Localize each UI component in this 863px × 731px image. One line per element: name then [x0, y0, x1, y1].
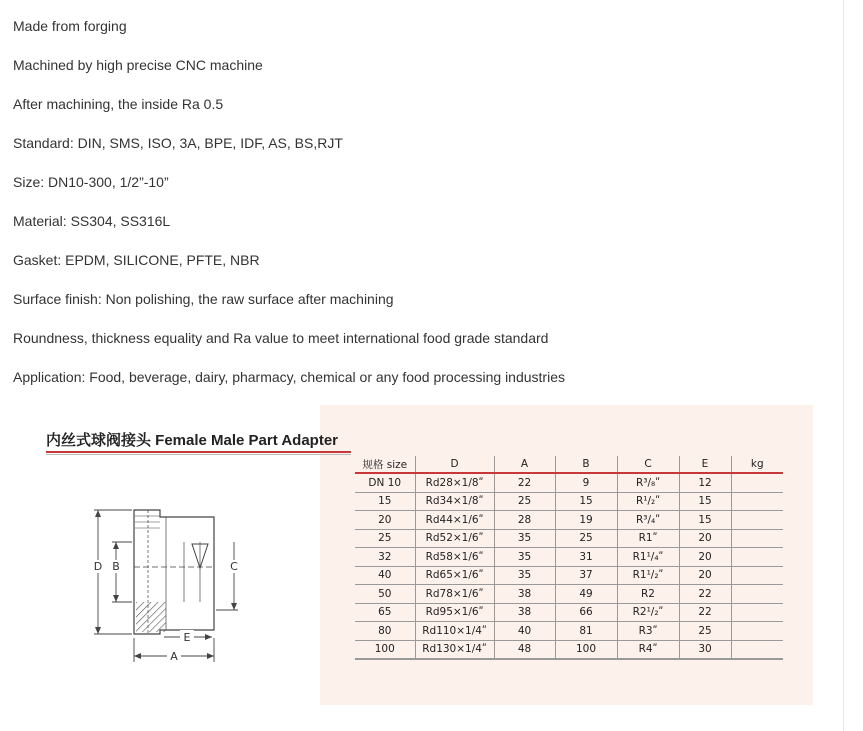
table-cell: R3ʺ [617, 622, 679, 641]
table-row [355, 640, 783, 659]
table-cell: 25 [555, 529, 617, 548]
table-cell: 50 [355, 585, 415, 604]
table-cell: 35 [494, 548, 555, 567]
table-cell: 49 [555, 585, 617, 604]
table-cell: R2¹/₂ʺ [617, 603, 679, 622]
table-cell: 19 [555, 511, 617, 530]
table-cell: 35 [494, 566, 555, 585]
table-cell: 25 [355, 529, 415, 548]
table-cell: R4ʺ [617, 640, 679, 659]
table-row [355, 585, 783, 604]
col-header: D [415, 456, 494, 473]
dim-label-c: C [230, 560, 238, 573]
table-cell: 48 [494, 640, 555, 659]
table-row [355, 529, 783, 548]
table-cell: 100 [355, 640, 415, 659]
col-header: B [555, 456, 617, 473]
spec-item: Material: SS304, SS316L [13, 213, 171, 229]
table-cell: 81 [555, 622, 617, 641]
table-cell [731, 585, 783, 604]
table-header-row [355, 456, 783, 473]
table-cell: 38 [494, 603, 555, 622]
spec-item: Surface finish: Non polishing, the raw surface after machining [13, 291, 394, 307]
table-cell: 15 [679, 511, 731, 530]
table-cell: 22 [494, 473, 555, 492]
dim-label-d: D [93, 560, 103, 573]
table-row [355, 566, 783, 585]
table-cell [731, 529, 783, 548]
title-underline-thin [46, 454, 351, 455]
table-cell [731, 492, 783, 511]
table-cell: Rd110×1/4ʺ [415, 622, 494, 641]
table-cell: 25 [679, 622, 731, 641]
table-cell: Rd44×1/6ʺ [415, 511, 494, 530]
spec-item: Made from forging [13, 18, 127, 34]
table-cell [731, 473, 783, 492]
product-spec-image [0, 405, 843, 705]
col-header: A [494, 456, 555, 473]
table-cell: Rd95×1/6ʺ [415, 603, 494, 622]
table-cell: 15 [679, 492, 731, 511]
table-cell: 35 [494, 529, 555, 548]
table-cell: 100 [555, 640, 617, 659]
product-title-block [46, 432, 338, 455]
spec-item: Gasket: EPDM, SILICONE, PFTE, NBR [13, 252, 260, 268]
table-row [355, 473, 783, 492]
table-cell: Rd34×1/8ʺ [415, 492, 494, 511]
col-header: kg [731, 456, 783, 473]
spec-item: Machined by high precise CNC machine [13, 57, 263, 73]
table-cell: 30 [679, 640, 731, 659]
dim-label-a: A [170, 650, 178, 663]
table-cell: 31 [555, 548, 617, 567]
section-hatch [136, 602, 166, 632]
spec-item: Application: Food, beverage, dairy, pharmacy, chemical or any food processing industries [13, 369, 565, 385]
table-cell: 25 [494, 492, 555, 511]
table-cell: 38 [494, 585, 555, 604]
spec-item: After machining, the inside Ra 0.5 [13, 96, 224, 112]
table-cell: 40 [494, 622, 555, 641]
table-cell: Rd78×1/6ʺ [415, 585, 494, 604]
table-cell: 20 [679, 529, 731, 548]
table-cell: 12 [679, 473, 731, 492]
table-cell [731, 511, 783, 530]
spec-item: Roundness, thickness equality and Ra value to meet international food grade standard [13, 330, 549, 346]
table-row [355, 492, 783, 511]
table-row [355, 511, 783, 530]
table-cell: 65 [355, 603, 415, 622]
table-cell: R³/₄ʺ [617, 511, 679, 530]
table-cell: 40 [355, 566, 415, 585]
table-cell: 20 [679, 566, 731, 585]
table-cell: 37 [555, 566, 617, 585]
table-cell: 15 [555, 492, 617, 511]
table-cell: DN 10 [355, 473, 415, 492]
table-cell: Rd65×1/6ʺ [415, 566, 494, 585]
table-cell: Rd28×1/8ʺ [415, 473, 494, 492]
table-row [355, 622, 783, 641]
table-cell: Rd52×1/6ʺ [415, 529, 494, 548]
table-cell: 22 [679, 603, 731, 622]
dim-label-e: E [183, 631, 191, 644]
table-cell: 15 [355, 492, 415, 511]
table-cell: 66 [555, 603, 617, 622]
table-cell: R1¹/₂ʺ [617, 566, 679, 585]
thread-marks [135, 516, 160, 528]
table-cell [731, 640, 783, 659]
table-cell: R³/₈ʺ [617, 473, 679, 492]
table-cell: 80 [355, 622, 415, 641]
page-right-border [843, 0, 844, 731]
table-cell: 9 [555, 473, 617, 492]
spec-item: Standard: DIN, SMS, ISO, 3A, BPE, IDF, AS, BS,RJT [13, 135, 343, 151]
table-cell: R2 [617, 585, 679, 604]
table-row [355, 603, 783, 622]
table-cell: R¹/₂ʺ [617, 492, 679, 511]
table-cell: 28 [494, 511, 555, 530]
table-cell: 20 [679, 548, 731, 567]
spec-list [13, 18, 565, 408]
table-cell: Rd130×1/4ʺ [415, 640, 494, 659]
dimension-table [355, 456, 783, 660]
table-cell: R1¹/₄ʺ [617, 548, 679, 567]
table-cell: 22 [679, 585, 731, 604]
title-underline [46, 451, 351, 453]
table-cell: 20 [355, 511, 415, 530]
table-cell [731, 548, 783, 567]
table-cell: 32 [355, 548, 415, 567]
table-cell [731, 566, 783, 585]
table-cell [731, 622, 783, 641]
col-header: 规格 size [355, 456, 415, 473]
col-header: E [679, 456, 731, 473]
table-row [355, 548, 783, 567]
col-header: C [617, 456, 679, 473]
table-cell [731, 603, 783, 622]
dim-label-b: B [112, 560, 120, 573]
table-cell: Rd58×1/6ʺ [415, 548, 494, 567]
dimension-label-backgrounds [92, 560, 241, 662]
spec-item: Size: DN10-300, 1/2”-10” [13, 174, 169, 190]
product-title: 内丝式球阀接头 Female Male Part Adapter [46, 432, 339, 449]
adapter-technical-drawing [88, 502, 248, 672]
table-cell: R1ʺ [617, 529, 679, 548]
